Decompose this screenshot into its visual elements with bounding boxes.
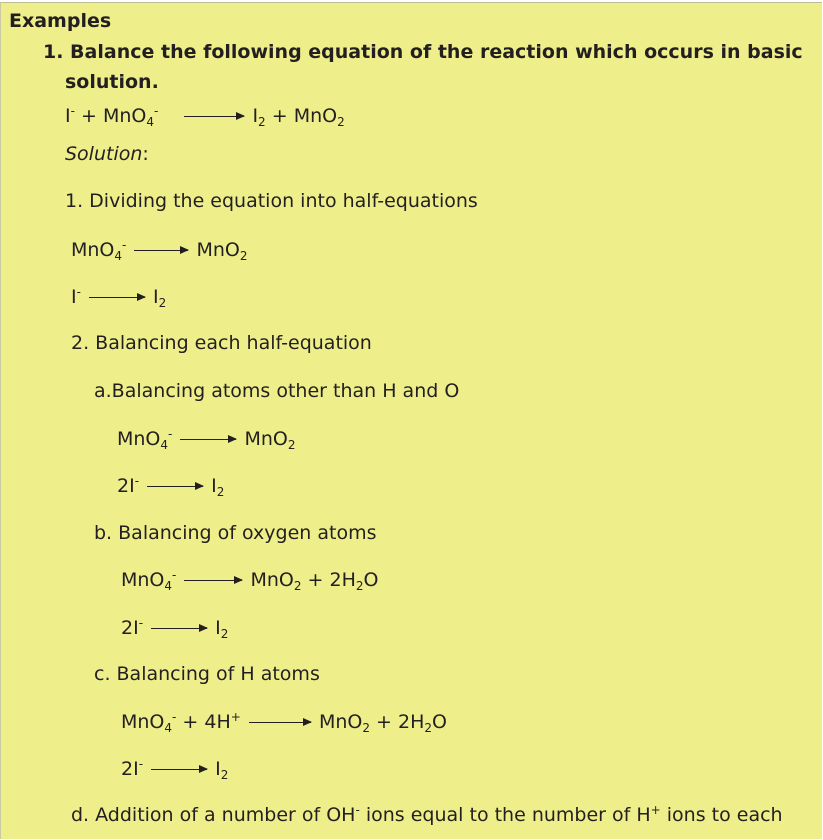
step-b-equation-1: MnO$_4$- $MnO_2 + 2H_2O$ — [121, 568, 379, 593]
half-equation-mno4: MnO$_4$- MnO$_2$ — [71, 238, 248, 263]
examples-panel — [0, 2, 822, 839]
reaction-arrow — [184, 580, 242, 581]
reaction-arrow — [134, 250, 188, 251]
section-heading: Examples — [9, 10, 112, 32]
step-b-equation-2: 2I- $I_2$ — [121, 616, 229, 641]
step-c-equation-2: 2I- $I_2$ — [121, 757, 229, 782]
overall-equation: I- + MnO$_4$- $I_2 + MnO_2$ — [65, 104, 345, 129]
question-line-2: solution. — [65, 71, 159, 93]
step-d-heading: d. Addition of a number of OH- ions equal to the number of H+ ions to each — [71, 803, 783, 826]
solution-label: Solution: — [65, 143, 149, 165]
reaction-arrow — [180, 439, 236, 440]
step-c-heading: c. Balancing of H atoms — [94, 663, 320, 685]
step-2-heading: 2. Balancing each half-equation — [71, 332, 372, 354]
step-c-equation-1: MnO$_4$- + 4H+ $MnO_2 + 2H_2O$ — [121, 710, 447, 735]
reaction-arrow — [151, 628, 207, 629]
reaction-arrow — [147, 486, 203, 487]
question-line-1: 1. Balance the following equation of the reaction which occurs in basic — [43, 41, 803, 63]
step-a-equation-2: 2I- $I_2$ — [117, 474, 225, 499]
step-1-heading: 1. Dividing the equation into half-equations — [65, 190, 478, 212]
step-a-equation-1: MnO$_4$- MnO$_2$ — [117, 427, 296, 452]
reaction-arrow — [249, 722, 311, 723]
step-a-heading: a.Balancing atoms other than H and O — [94, 380, 460, 402]
half-equation-iodide: I- $I_2$ — [71, 285, 167, 310]
reaction-arrow — [184, 116, 244, 117]
reaction-arrow — [151, 769, 207, 770]
reaction-arrow — [89, 297, 145, 298]
step-b-heading: b. Balancing of oxygen atoms — [94, 522, 377, 544]
